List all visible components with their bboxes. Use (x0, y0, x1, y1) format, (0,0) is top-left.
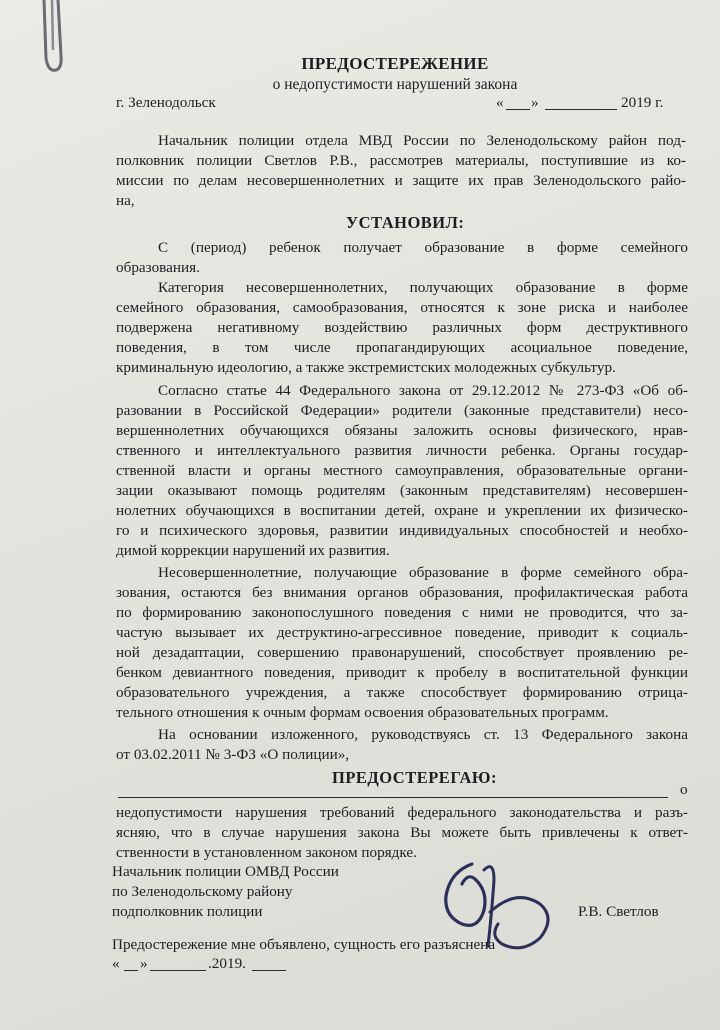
ack-date-close-quote: » (140, 955, 148, 972)
text-line: ственной власти и органы местного самоуправления, образовательные органи- (116, 462, 688, 479)
text-line: вершеннолетних обучающихся обязаны заложить основы физического, нрав- (116, 422, 688, 439)
text-line: зации оказывают помощь родителям (законным представителям) несовершен- (116, 482, 688, 499)
signatory-position-line2: по Зеленодольскому району (112, 883, 293, 900)
ack-date-year: .2019. (208, 955, 246, 972)
text-line: зования, остаются без внимания органов образования, профилактическая работа (116, 584, 688, 601)
text-line: нолетних обучающихся в воспитании детей, охране и укреплении их физическо- (116, 502, 688, 519)
acknowledgement-text: Предостережение мне объявлено, сущность его разъяснена (112, 936, 496, 953)
text-line: криминальную идеологию, а также экстремистских молодежных субкультур. (116, 359, 616, 376)
text-line: го и психического здоровья, развитии индивидуальных способностей и необхо- (116, 522, 688, 539)
text-line: миссии по делам несовершеннолетних и защите их прав Зеленодольского райо- (116, 172, 686, 189)
text-line: недопустимости нарушения требований федерального законодательства и разъ- (116, 804, 688, 821)
text-line: тельного отношения к очным формам освоения образовательных программ. (116, 704, 609, 721)
text-line: на, (116, 192, 135, 209)
text-line: бенком девиантного поведения, приводит к пробелу в воспитательной функции (116, 664, 688, 681)
text-line: ясняю, что в случае нарушения закона Вы можете быть привлечены к ответ- (116, 824, 688, 841)
text-line: Несовершеннолетние, получающие образование в форме семейного обра- (158, 564, 688, 581)
warning-blank-suffix: о (680, 781, 688, 798)
text-line: образования. (116, 259, 200, 276)
city-name: г. Зеленодольск (116, 94, 216, 111)
warned-person-blank (118, 797, 668, 798)
text-line: образовательного учреждения, а также способствует формированию отрица- (116, 684, 688, 701)
ack-date-open-quote: « (112, 955, 120, 972)
text-line: полковник полиции Светлов Р.В., рассмотрев материалы, поступившие из ко- (116, 152, 686, 169)
text-line: разовании в Российской Федерации» родители (законные представители) несо- (116, 402, 688, 419)
text-line: поведения, в том числе пропагандирующих асоциальное поведение, (116, 339, 688, 356)
date-year: 2019 г. (621, 94, 664, 111)
text-line: ственного и интеллектуального развития личности ребенка. Органы государ- (116, 442, 688, 459)
signatory-name: Р.В. Светлов (578, 903, 659, 920)
text-line: димой коррекции нарушений их развития. (116, 542, 390, 559)
date-open-quote: « (496, 94, 504, 111)
signatory-position-line1: Начальник полиции ОМВД России (112, 863, 339, 880)
ack-month-blank (150, 970, 206, 971)
text-line: На основании изложенного, руководствуясь ст. 13 Федерального закона (158, 726, 688, 743)
text-line: Согласно статье 44 Федерального закона от 29.12.2012 № 273-ФЗ «Об об- (158, 382, 688, 399)
document-title: ПРЕДОСТЕРЕЖЕНИЕ (301, 54, 489, 73)
warning-heading: ПРЕДОСТЕРЕГАЮ: (332, 768, 498, 787)
text-line: частую вызывает их деструктино-агрессивное поведение, приводит к социаль- (116, 624, 688, 641)
date-day-blank (506, 109, 530, 110)
established-heading: УСТАНОВИЛ: (346, 213, 465, 232)
document-subtitle: о недопустимости нарушений закона (272, 76, 518, 93)
text-line: Начальник полиции отдела МВД России по Зеленодольскому район под- (158, 132, 686, 149)
date-month-blank (545, 109, 617, 110)
text-line: подвержена негативному воздействию различных форм деструктивного (116, 319, 688, 336)
date-close-quote: » (531, 94, 539, 111)
text-line: семейного образования, самообразования, относятся к зоне риска и наиболее (116, 299, 688, 316)
text-line: ственности в установленном законом порядке. (116, 844, 417, 861)
signatory-rank: подполковник полиции (112, 903, 263, 920)
ack-day-blank (124, 970, 138, 971)
text-line: от 03.02.2011 № 3-ФЗ «О полиции», (116, 746, 350, 763)
ack-signature-blank (252, 970, 286, 971)
text-line: С (период) ребенок получает образование в форме семейного (158, 239, 688, 256)
text-line: по формированию законопослушного поведения с ними не проводится, что за- (116, 604, 688, 621)
text-line: ной дезадаптации, совершению правонарушений, способствует проявлению ре- (116, 644, 688, 661)
text-line: Категория несовершеннолетних, получающих образование в форме (158, 279, 688, 296)
